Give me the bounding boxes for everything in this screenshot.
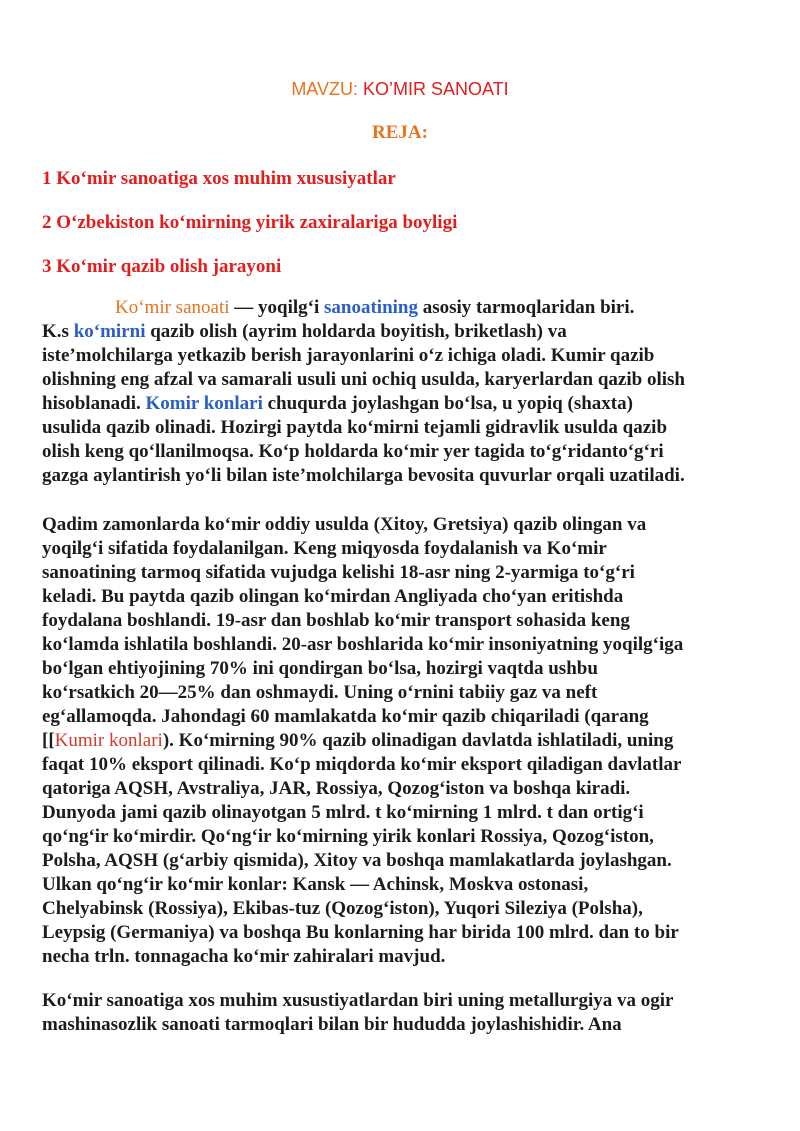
paragraph-line: keladi. Bu paytda qazib olingan ko‘mirdan Angliyada cho‘yan eritishda <box>42 586 624 607</box>
plan-heading: REJA: <box>372 122 428 143</box>
paragraph-line: ko‘lamda ishlatila boshlandi. 20-asr boshlarida ko‘mir insoniyatning yoqilg‘iga <box>42 634 684 655</box>
paragraph-line: Ulkan qo‘ng‘ir ko‘mir konlar: Kansk — Achinsk, Moskva ostonasi, <box>42 874 589 895</box>
paragraph-line: sanoatining tarmoq sifatida vujudga kelishi 18-asr ning 2-yarmiga to‘g‘ri <box>42 562 635 583</box>
paragraph-line: qatoriga AQSH, Avstraliya, JAR, Rossiya, Qozog‘iston va boshqa kiradi. <box>42 778 631 799</box>
paragraph-line: usulida qazib olinadi. Hozirgi paytda ko‘mirni tejamli gidravlik usulda qazib <box>42 417 668 438</box>
paragraph-line: faqat 10% eksport qilinadi. Ko‘p miqdorda ko‘mir eksport qiladigan davlatlar <box>42 754 682 775</box>
plan-item-3: 3 Ko‘mir qazib olish jarayoni <box>42 256 282 277</box>
document-title <box>0 78 800 100</box>
plan-item-2: 2 O‘zbekiston ko‘mirning yirik zaxiralariga boyligi <box>42 212 458 233</box>
paragraph-line: Ko‘mir sanoati — yoqilg‘i sanoatining asosiy tarmoqlaridan biri. <box>115 297 635 318</box>
plan-item-1: 1 Ko‘mir sanoatiga xos muhim xususiyatlar <box>42 168 396 189</box>
paragraph-line: hisoblanadi. Komir konlari chuqurda joylashgan bo‘lsa, u yopiq (shaxta) <box>42 393 633 414</box>
paragraph-line: olish keng qo‘llanilmoqsa. Ko‘p holdarda ko‘mir yer tagida to‘g‘ridanto‘g‘ri <box>42 441 664 462</box>
paragraph-line: necha trln. tonnagacha ko‘mir zahiralari mavjud. <box>42 946 446 967</box>
paragraph-line: iste’molchilarga yetkazib berish jarayonlarini o‘z ichiga oladi. Kumir qazib <box>42 345 655 366</box>
link-komir-konlari[interactable]: Komir konlari <box>145 393 263 414</box>
paragraph-line: yoqilg‘i sifatida foydalanilgan. Keng miqyosda foydalanish va Ko‘mir <box>42 538 607 559</box>
paragraph-line: Leypsig (Germaniya) va boshqa Bu konlarning har birida 100 mlrd. dan to bir <box>42 922 679 943</box>
paragraph-line: qo‘ng‘ir ko‘mirdir. Qo‘ng‘ir ko‘mirning yirik konlari Rossiya, Qozog‘iston, <box>42 826 654 847</box>
paragraph-2 <box>42 513 780 969</box>
term-komir-sanoati[interactable]: Ko‘mir sanoati <box>115 297 230 318</box>
paragraph-line: eg‘allamoqda. Jahondagi 60 mamlakatda ko‘mir qazib chiqariladi (qarang <box>42 706 649 727</box>
paragraph-3 <box>42 989 780 1037</box>
paragraph-line: mashinasozlik sanoati tarmoqlari bilan bir hududda joylashishidir. Ana <box>42 1014 622 1035</box>
paragraph-line: Ko‘mir sanoatiga xos muhim xusustiyatlardan biri uning metallurgiya va ogir <box>42 990 674 1011</box>
title-lead: MAVZU: <box>291 79 363 99</box>
paragraph-line: olishning eng afzal va samarali usuli uni ochiq usulda, karyerlardan qazib olish <box>42 369 685 390</box>
paragraph-line: Qadim zamonlarda ko‘mir oddiy usulda (Xitoy, Gretsiya) qazib olingan va <box>42 514 647 535</box>
paragraph-line: Polsha, AQSH (g‘arbiy qismida), Xitoy va boshqa mamlakatlarda joylashgan. <box>42 850 672 871</box>
link-sanoatining[interactable]: sanoatining <box>324 297 418 318</box>
link-komirni[interactable]: ko‘mirni <box>73 321 146 342</box>
paragraph-line: bo‘lgan ehtiyojining 70% ini qondirgan bo‘lsa, hozirgi vaqtda ushbu <box>42 658 598 679</box>
paragraph-line: [[Kumir konlari). Ko‘mirning 90% qazib olinadigan davlatda ishlatiladi, uning <box>42 730 674 751</box>
paragraph-line: Dunyoda jami qazib olinayotgan 5 mlrd. t ko‘mirning 1 mlrd. t dan ortig‘i <box>42 802 644 823</box>
title-main: KO’MIR SANOATI <box>362 79 509 99</box>
paragraph-line: ko‘rsatkich 20—25% dan oshmaydi. Uning o‘rnini tabiiy gaz va neft <box>42 682 598 703</box>
paragraph-line: K.s ko‘mirni qazib olish (ayrim holdarda boyitish, briketlash) va <box>42 321 567 342</box>
paragraph-line: Chelyabinsk (Rossiya), Ekibas-tuz (Qozog‘iston), Yuqori Sileziya (Polsha), <box>42 898 643 919</box>
link-kumir-konlari[interactable]: Kumir konlari <box>54 730 163 751</box>
paragraph-line: foydalana boshlandi. 19-asr dan boshlab ko‘mir transport sohasida keng <box>42 610 630 631</box>
paragraph-line: gazga aylantirish yo‘li bilan iste’molchilarga bevosita quvurlar orqali uzatiladi. <box>42 465 685 486</box>
paragraph-1 <box>42 296 780 488</box>
